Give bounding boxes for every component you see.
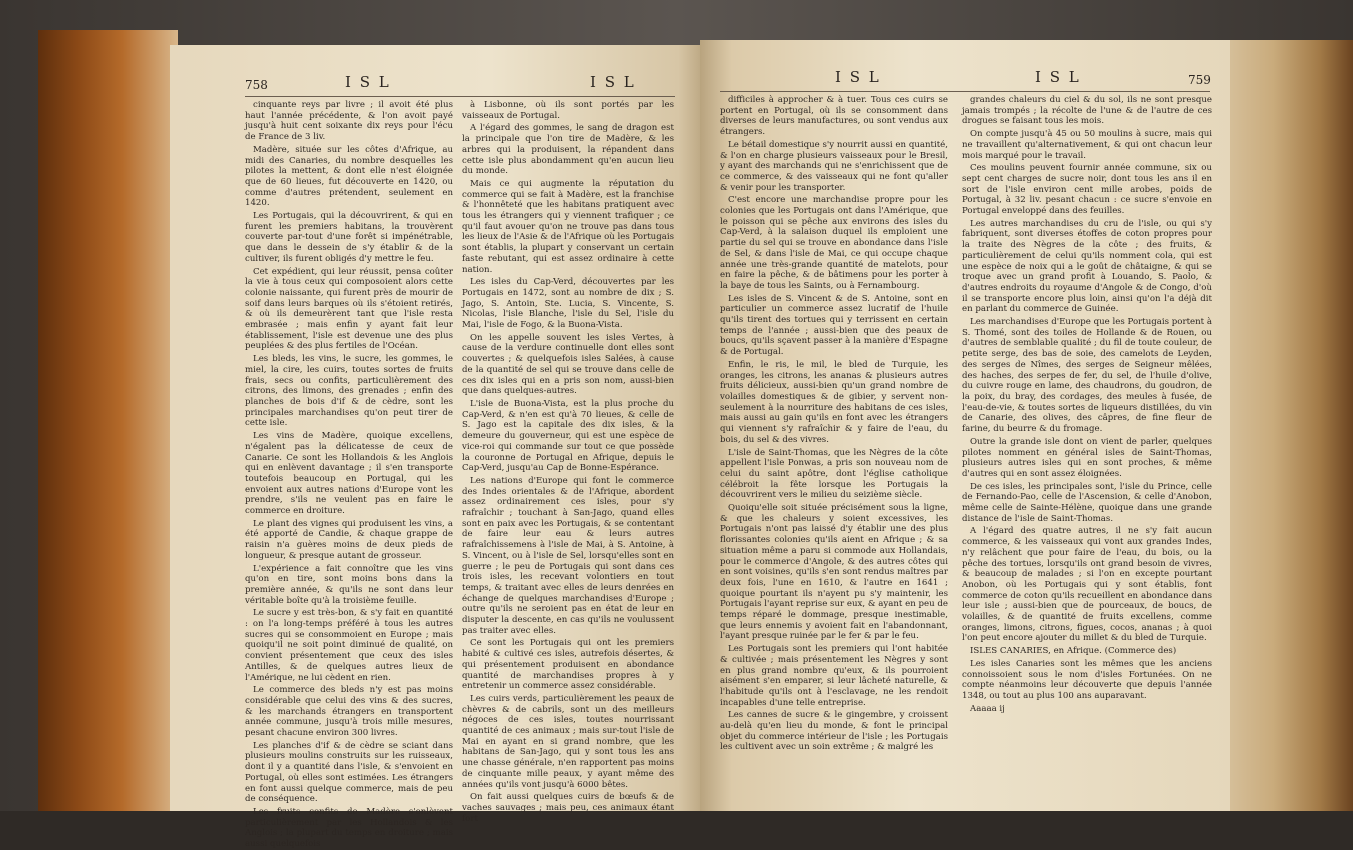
paragraph: grandes chaleurs du ciel & du sol, ils ne sont presque jamais trompés ; la récolte de l'une & de l'autre de ces drogues se faisant tous les mois. [962,95,1212,127]
paragraph: Les autres marchandises du cru de l'isle, ou qui s'y fabriquent, sont diverses étoffes de coton propres pour la traite des Nègres de la côte ; des fruits, & particulièrement de celui qu'ils nomment cola, qui est une espèce de noix qui a le goût de châtaigne, & qui se troque avec un grand profit à Louando, S. Paolo, & d'autres endroits du royaume d'Angole & de Congo, d'où il se transporte encore plus loin, ainsi qu'on l'a déjà dit en parlant du commerce de Guinée. [962,218,1212,315]
paragraph: On compte jusqu'à 45 ou 50 moulins à sucre, mais qui ne travaillent qu'alternativement, & qui ont chacun leur mois marqué pour le travail. [962,129,1212,161]
paragraph: Aaaaa ij [970,703,1005,714]
paragraph: A l'égard des gommes, le sang de dragon est la principale que l'on tire de Madère, & les arbres qui la produisent, la répandent dans cette isle plus abondamment qu'en aucun lieu du monde. [462,123,674,177]
paragraph: Ce sont les Portugais qui ont les premiers habité & cultivé ces isles, autrefois désertes, & qui présentement produisent en abondance quantité de marchandises propres à y entretenir un commerce assez considérable. [462,638,674,692]
running-header-left: I S L [835,68,881,86]
paragraph: L'isle de Saint-Thomas, que les Nègres de la côte appellent l'isle Ponwas, a pris son nouveau nom de celui du saint apôtre, dont l'église catholique célébroit la fête lorsque les Portugais la découvrirent vers le milieu du seizième siècle. [720,447,948,501]
paragraph: De ces isles, les principales sont, l'isle du Prince, celle de Fernando-Pao, celle de l'Ascension, & celle d'Anobon, même celle de Sainte-Hélène, quoique dans une grande distance de l'isle de Saint-Thomas. [962,481,1212,524]
right-book-edge [1220,40,1353,811]
paragraph: Les marchandises d'Europe que les Portugais portent à S. Thomé, sont des toiles de Hollande & de Rouen, ou d'autres de semblable qualité ; du fil de toute couleur, de petite serge, des bas de soie, des camelots de Leyden, des serges de Nîmes, des serges de Seigneur mêlées, des haches, des serpes de fer, du sel, de l'huile d'olive, du cuivre rouge en lame, des chaudrons, du goudron, de la poix, du bray, des cordages, des meules à fusée, de l'eau-de-vie, & toutes sortes de liqueurs distillées, du vin de Canarie, des olives, des câpres, de fine fleur de farine, du beurre & du fromage. [962,317,1212,435]
page-number: 759 [1188,73,1211,87]
paragraph: A l'égard des quatre autres, il ne s'y fait aucun commerce, & les vaisseaux qui vont aux grandes Indes, n'y relâchent que pour faire de l'eau, du bois, ou la pêche des tortues, lorsqu'ils ont grand besoin de vivres, & beaucoup de malades ; si l'on en excepte pourtant Anobon, où les Portugais qui y sont établis, font commerce de coton qu'ils recueillent en abondance dans leur isle ; aussi-bien que de pourceaux, de boucs, de volailles, & de quantité de fruits excellens, comme oranges, limons, citrons, figues, cocos, ananas ; à quoi l'on peut encore ajouter du millet & du bled de Turquie. [962,526,1212,644]
paragraph: Les nations d'Europe qui font le commerce des Indes orientales & de l'Afrique, abordent assez ordinairement ces isles, pour s'y rafraîchir ; touchant à San-Jago, quand elles sont en paix avec les Portugais, & se contentant de faire leur eau & leurs autres rafraîchissemens à l'isle de Mai, à S. Antoine, à S. Vincent, ou à l'isle de Sel, lorsqu'elles sont en guerre ; le peu de Portugais qui sont dans ces trois isles, les recevant volontiers en tout temps, & traitant avec elles de leurs denrées en échange de quelques marchandises d'Europe ; outre qu'ils ne seroient pas en état de leur en disputer la descente, en cas qu'ils ne voulussent pas traiter avec elles. [462,475,674,636]
paragraph: Outre la grande isle dont on vient de parler, quelques pilotes nomment en général isles de Saint-Thomas, plusieurs autres isles qui en sont proches, & même d'autres qui en sont assez éloignées. [962,436,1212,479]
left-book-edge [38,30,178,811]
paragraph: Le bétail domestique s'y nourrit aussi en quantité, & l'on en charge plusieurs vaisseaux pour le Bresil, y ayant des marchands qui ne s'enrichissent que de ce commerce, & des vaisseaux qui ne font qu'aller & venir pour les transporter. [720,139,948,193]
paragraph: ISLES CANARIES, en Afrique. (Commerce des) [970,646,1177,657]
paragraph: Les vins de Madère, quoique excellens, n'égalent pas la délicatesse de ceux de Canarie. Ce sont les Hollandois & les Anglois qui en enlèvent davantage ; il s'en transporte toutefois beaucoup en Portugal, qui les envoient aux autres nations d'Europe vont les prendre, s'ils ne veulent pas en faire le commerce en droiture. [245,431,453,517]
paragraph: C'est encore une marchandise propre pour les colonies que les Portugais ont dans l'Amérique, que le poisson qui se pêche aux environs des isles du Cap-Verd, à la salaison duquel ils emploient une partie du sel qui se trouve en abondance dans l'isle de Sel, & dans l'isle de Mai, ce qui occupe chaque année une très-grande quantité de matelots, pour en faire la pêche, & de bâtimens pour les porter à la baye de tous les Saints, ou à Fernambourg. [720,195,948,291]
paragraph: Le commerce des bleds n'y est pas moins considérable que celui des vins & des sucres, & les marchands étrangers en transportent année commune, jusqu'à trois mille mesures, pesant chacune environ 300 livres. [245,685,453,739]
text-column-1 [720,95,948,795]
left-page [170,45,705,850]
paragraph: Les isles du Cap-Verd, découvertes par les Portugais en 1472, sont au nombre de dix ; S. Jago, S. Antoin, Ste. Lucia, S. Vincente, S. Nicolas, l'isle Blanche, l'isle du Sel, l'isle du Mai, l'isle de Fogo, & la Buona-Vista. [462,277,674,331]
text-column-2 [962,95,1212,795]
header-rule [720,91,1210,92]
paragraph: Les cannes de sucre & le gingembre, y croissent au-delà qu'en lieu du monde, & font le principal objet du commerce intérieur de l'isle ; les Portugais les cultivent avec un soin extrême ; & malgré les [720,710,948,753]
paragraph: cinquante reys par livre ; il avoit été plus haut l'année précédente, & l'on avoit payé jusqu'à huit cent soixante dix reys pour l'écu de France de 3 liv. [245,100,453,143]
paragraph: Les isles Canaries sont les mêmes que les anciens connoissoient sous le nom d'isles Fortunées. On ne compte néanmoins leur découverte que depuis l'année 1348, ou tout au plus 100 ans auparavant. [962,658,1212,701]
paragraph: Les isles de S. Vincent & de S. Antoine, sont en particulier un commerce assez lucratif de l'huile qu'ils tirent des tortues qui y terrissent en certain temps de l'année ; aussi-bien que des peaux de boucs, qu'ils sçavent passer à la manière d'Espagne & de Portugal. [720,293,948,358]
paragraph: Madère, située sur les côtes d'Afrique, au midi des Canaries, du nombre desquelles les pilotes la mettent, & dont elle n'est éloignée que de 60 lieues, fut découverte en 1420, ou comme d'autres prétendent, seulement en 1420. [245,144,453,209]
paragraph: Le plant des vignes qui produisent les vins, a été apporté de Candie, & chaque grappe de raisin n'a guères moins de deux pieds de longueur, & presque autant de grosseur. [245,518,453,561]
paragraph: difficiles à approcher & à tuer. Tous ces cuirs se portent en Portugal, où ils se consomment dans diverses de leurs manufactures, ou sont vendus aux étrangers. [720,95,948,138]
paragraph: Les bleds, les vins, le sucre, les gommes, le miel, la cire, les cuirs, toutes sortes de fruits frais, secs ou confits, particulièrement des citrons, des limons, des grenades ; enfin des planches de bois d'if & de cèdre, sont les principales marchandises qu'on peut tirer de cette isle. [245,354,453,429]
paragraph: Enfin, le ris, le mil, le bled de Turquie, les oranges, les citrons, les ananas & plusieurs autres fruits délicieux, aussi-bien qu'un grand nombre de volailles domestiques & de gibier, y servent non-seulement à la nourriture des habitans de ces isles, mais aussi au gain qu'ils en font avec les étrangers qui viennent s'y rafraîchir & y faire de l'eau, du bois, du sel & des vivres. [720,359,948,445]
text-column-2 [462,100,674,824]
paragraph: On les appelle souvent les isles Vertes, à cause de la verdure continuelle dont elles sont couvertes ; & quelquefois isles Salées, à cause de la quantité de sel qui se trouve dans celle de ces dix isles qui en a pris son nom, aussi-bien que dans quelques-autres. [462,332,674,397]
paragraph: Le sucre y est très-bon, & s'y fait en quantité : on l'a long-temps préféré à tous les autres sucres qui se consommoient en Europe ; mais quoiqu'il ne soit point diminué de qualité, on convient présentement que ceux des isles Antilles, & de quelques autres lieux de l'Amérique, ne lui cèdent en rien. [245,608,453,683]
right-page [700,40,1230,811]
running-header-right: I S L [1035,68,1081,86]
paragraph: On fait aussi quelques cuirs de bœufs & de vaches sauvages ; mais peu, ces animaux étant fort [462,792,674,824]
paragraph: Les cuirs verds, particulièrement les peaux de chèvres & de cabrils, sont un des meilleurs négoces de ces isles, toutes nourrissant quantité de ces animaux ; mais sur-tout l'isle de Mai en ayant en si grand nombre, que les habitans de San-Jago, qui y sont tous les ans une chasse générale, n'en rapportent pas moins de cinquante mille peaux, y ayant même des années qu'ils vont jusqu'à 6000 bêtes. [462,693,674,790]
paragraph: Les fruits confits de Madère s'enlèvent particulièrement par les Hollandois & les Anglois ; la plupart du temps en droiture ; mais aussi quelquefois [245,807,453,850]
paragraph: Mais ce qui augmente la réputation du commerce qui se fait à Madère, est la franchise & l'honnêteté que les habitans pratiquent avec tous les étrangers qui y viennent trafiquer ; ce qu'il faut avouer qu'on ne trouve pas dans tous les lieux de l'Asie & de l'Afrique où les Portugais sont établis, la plupart y conservant un certain faste rebutant, qui est assez ordinaire à cette nation. [462,178,674,275]
running-header-left: I S L [345,73,391,91]
paragraph: L'expérience a fait connoître que les vins qu'on en tire, sont moins bons dans la première année, & qu'ils ne sont dans leur véritable boîte qu'à la troisième feuille. [245,563,453,606]
page-number: 758 [245,78,268,92]
paragraph: Les planches d'if & de cèdre se sciant dans plusieurs moulins construits sur les ruisseaux, dont il y a quantité dans l'isle, & s'envoient en Portugal, où elles sont estimées. Les étrangers en font aussi quelque commerce, mais de peu de conséquence. [245,740,453,805]
paragraph: Les Portugais sont les premiers qui l'ont habitée & cultivée ; mais présentement les Nègres y sont en plus grand nombre qu'eux, & ils pourroient aisément s'en emparer, si leur lâcheté naturelle, & l'habitude qu'ils ont à l'esclavage, ne les rendoit incapables d'une telle entreprise. [720,644,948,708]
paragraph: Ces moulins peuvent fournir année commune, six ou sept cent charges de sucre noir, dont tous les ans il en sort de l'isle environ cent mille arobes, poids de Portugal, à 32 liv. pesant chacun : ce sucre s'envoie en Portugal enveloppé dans des feuilles. [962,163,1212,217]
paragraph: à Lisbonne, où ils sont portés par les vaisseaux de Portugal. [462,100,674,121]
paragraph: Quoiqu'elle soit située précisément sous la ligne, & que les chaleurs y soient excessives, les Portugais n'ont pas laissé d'y établir une des plus florissantes colonies qu'ils aient en Afrique ; & sa situation même a paru si commode aux Hollandais, pour le commerce d'Angole, & des autres côtes qui en sont voisines, qu'ils s'en sont rendus maîtres par deux fois, l'une en 1610, & l'autre en 1641 ; quoique pourtant ils n'ayent pu s'y maintenir, les Portugais l'ayant reprise sur eux, & ayant en peu de temps réparé le dommage, presque inestimable, que leurs ennemis y avoient fait en l'abandonnant, l'ayant presque ruinée par le fer & par le feu. [720,503,948,642]
paragraph: L'isle de Buona-Vista, est la plus proche du Cap-Verd, & n'en est qu'à 70 lieues, & celle de S. Jago est la capitale des dix isles, & la demeure du gouverneur, qui est une espèce de vice-roi qui commande sur tout ce que possède la couronne de Portugal en Afrique, depuis le Cap-Verd, jusqu'au Cap de Bonne-Espérance. [462,398,674,474]
paragraph: Les Portugais, qui la découvrirent, & qui en furent les premiers habitans, la trouvèrent couverte par-tout d'une forêt si impénétrable, que dans le dessein de s'y établir & de la cultiver, ils furent obligés d'y mettre le feu. [245,211,453,264]
header-rule [245,96,675,97]
paragraph: Cet expédient, qui leur réussit, pensa coûter la vie à tous ceux qui composoient alors cette colonie naissante, qui furent près de mourir de soif dans leurs barques où ils s'étoient retirés, & où ils demeurèrent tant que l'isle resta embrasée ; mais enfin y ayant fait leur établissement, l'isle est devenue une des plus peuplées & des plus fertiles de l'Océan. [245,266,453,352]
text-column-1 [245,100,453,850]
running-header-right: I S L [590,73,636,91]
